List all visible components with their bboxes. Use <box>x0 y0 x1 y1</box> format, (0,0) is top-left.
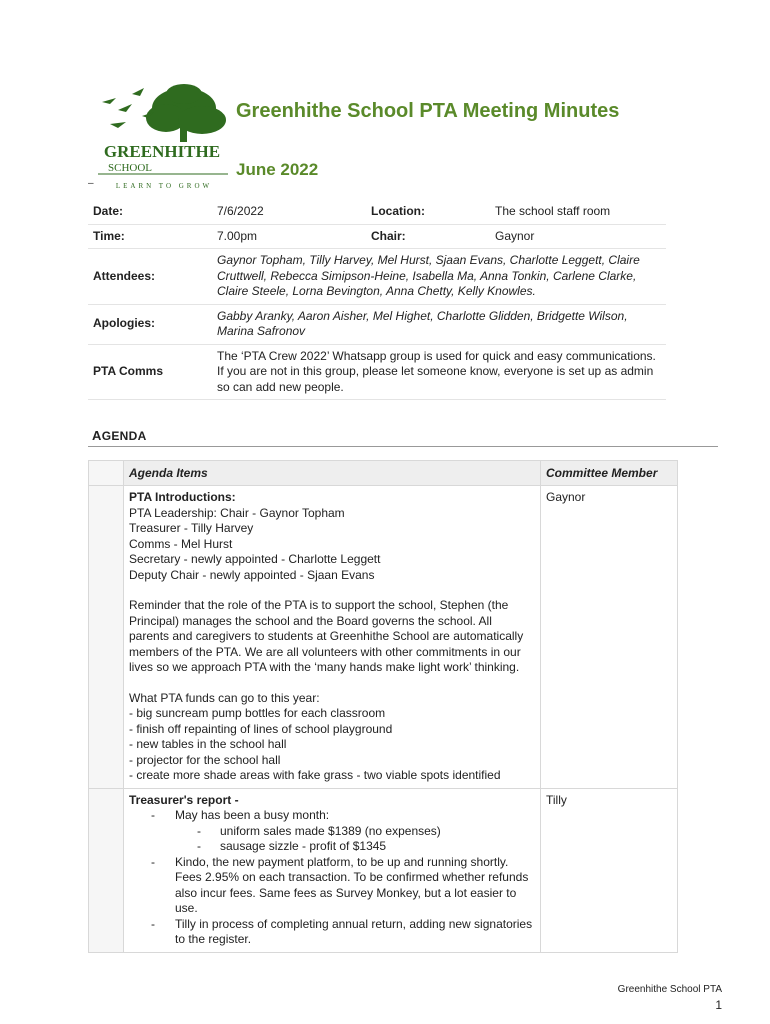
sub-bullet-item <box>129 839 535 855</box>
bullet-dash: - <box>197 839 201 853</box>
date-value: 7/6/2022 <box>212 200 366 224</box>
agenda-member: Tilly <box>541 788 678 952</box>
agenda-member: Gaynor <box>541 486 678 789</box>
meta-row-time <box>88 224 666 249</box>
agenda-item-treasurer <box>124 788 541 952</box>
funds-item: - projector for the school hall <box>129 752 281 767</box>
intro-line: Deputy Chair - newly appointed - Sjaan Evans <box>129 567 375 582</box>
time-label: Time: <box>88 224 212 249</box>
item-title: PTA Introductions: <box>129 490 236 504</box>
logo-name-line1: GREENHITHE <box>103 142 221 161</box>
chair-value: Gaynor <box>490 224 666 249</box>
header-dash: – <box>88 178 94 189</box>
meta-row-apologies <box>88 304 666 344</box>
agenda-gutter <box>89 788 124 952</box>
funds-item: - create more shade areas with fake grass - two viable spots identified <box>129 768 501 782</box>
item-title: Treasurer's report - <box>129 792 239 807</box>
comms-label: PTA Comms <box>88 344 212 400</box>
bullet-text: sausage sizzle - profit of $1345 <box>220 839 387 853</box>
sub-bullet-item <box>129 824 535 840</box>
intro-line: Secretary - newly appointed - Charlotte Leggett <box>129 552 381 566</box>
location-label: Location: <box>366 200 490 224</box>
agenda-heading-rest: GENDA <box>101 429 147 443</box>
agenda-item-introductions <box>124 486 541 789</box>
meta-row-comms <box>88 344 666 400</box>
meta-row-attendees <box>88 249 666 305</box>
logo-name-line2: SCHOOL <box>107 162 153 174</box>
bullet-dash: - <box>151 916 155 931</box>
intro-line: Comms - Mel Hurst <box>129 536 233 551</box>
bullet-text: Kindo, the new payment platform, to be up and running shortly. Fees 2.95% on each transaction. To be confirmed whether refunds also incur fees. Same fees as Survey Monkey, but a lot easier to use. <box>175 854 529 915</box>
intro-line: PTA Leadership: Chair - Gaynor Topham <box>129 505 345 520</box>
agenda-heading-initial: A <box>92 428 102 443</box>
agenda-divider <box>88 446 718 447</box>
meeting-details-table <box>88 200 666 400</box>
attendees-label: Attendees: <box>88 249 212 305</box>
page-title: Greenhithe School PTA Meeting Minutes <box>236 100 620 122</box>
agenda-gutter-header <box>89 461 124 486</box>
bullet-dash: - <box>197 823 201 838</box>
agenda-row <box>89 788 678 952</box>
agenda-gutter <box>89 486 124 789</box>
agenda-col-items: Agenda Items <box>124 461 541 486</box>
comms-value: The ‘PTA Crew 2022’ Whatsapp group is used for quick and easy communications. If you are not in this group, please let someone know, everyone is set up as admin so can add new people. <box>212 344 666 400</box>
funds-item: - finish off repainting of lines of school playground <box>129 721 393 736</box>
agenda-table <box>88 460 678 953</box>
agenda-col-member: Committee Member <box>541 461 678 486</box>
school-logo <box>92 80 232 192</box>
page-number: 1 <box>715 998 722 1012</box>
meta-row-date <box>88 200 666 224</box>
page-subtitle: June 2022 <box>236 160 319 179</box>
agenda-row <box>89 486 678 789</box>
pta-role-paragraph: Reminder that the role of the PTA is to support the school, Stephen (the Principal) manages the school and the Board governs the school. All parents and caregivers to students at Greenhithe School are automatically members of the PTA. We are all volunteers with other commitments in our lives so we approach PTA with the ‘many hands make light work’ thinking. <box>129 598 524 674</box>
footer-text: Greenhithe School PTA <box>617 984 722 995</box>
bullet-text: Tilly in process of completing annual return, adding new signatories to the register. <box>175 916 533 946</box>
bullet-dash: - <box>151 854 155 869</box>
bullet-item <box>129 917 535 948</box>
bullet-item <box>129 855 535 917</box>
chair-label: Chair: <box>366 224 490 249</box>
logo-tagline: LEARN TO GROW <box>115 182 213 190</box>
date-label: Date: <box>88 200 212 224</box>
time-value: 7.00pm <box>212 224 366 249</box>
bullet-text: uniform sales made $1389 (no expenses) <box>220 823 441 838</box>
intro-line: Treasurer - Tilly Harvey <box>129 521 254 535</box>
agenda-heading <box>92 428 147 443</box>
bullet-text: May has been a busy month: <box>175 808 330 822</box>
apologies-value: Gabby Aranky, Aaron Aisher, Mel Highet, Charlotte Glidden, Bridgette Wilson, Marina Safronov <box>212 304 666 344</box>
apologies-label: Apologies: <box>88 304 212 344</box>
funds-item: - new tables in the school hall <box>129 737 287 751</box>
attendees-value: Gaynor Topham, Tilly Harvey, Mel Hurst, Sjaan Evans, Charlotte Leggett, Claire Cruttwell, Rebecca Simipson-Heine, Isabella Ma, Anna Tonkin, Carlene Clarke, Claire Steele, Lorna Bevington, Anna Chetty, Kelly Knowles. <box>212 249 666 305</box>
bullet-item <box>129 808 535 824</box>
bullet-dash: - <box>151 808 155 822</box>
funds-item: - big suncream pump bottles for each classroom <box>129 706 386 720</box>
agenda-header-row <box>89 461 678 486</box>
location-value: The school staff room <box>490 200 666 224</box>
funds-intro: What PTA funds can go to this year: <box>129 690 320 705</box>
